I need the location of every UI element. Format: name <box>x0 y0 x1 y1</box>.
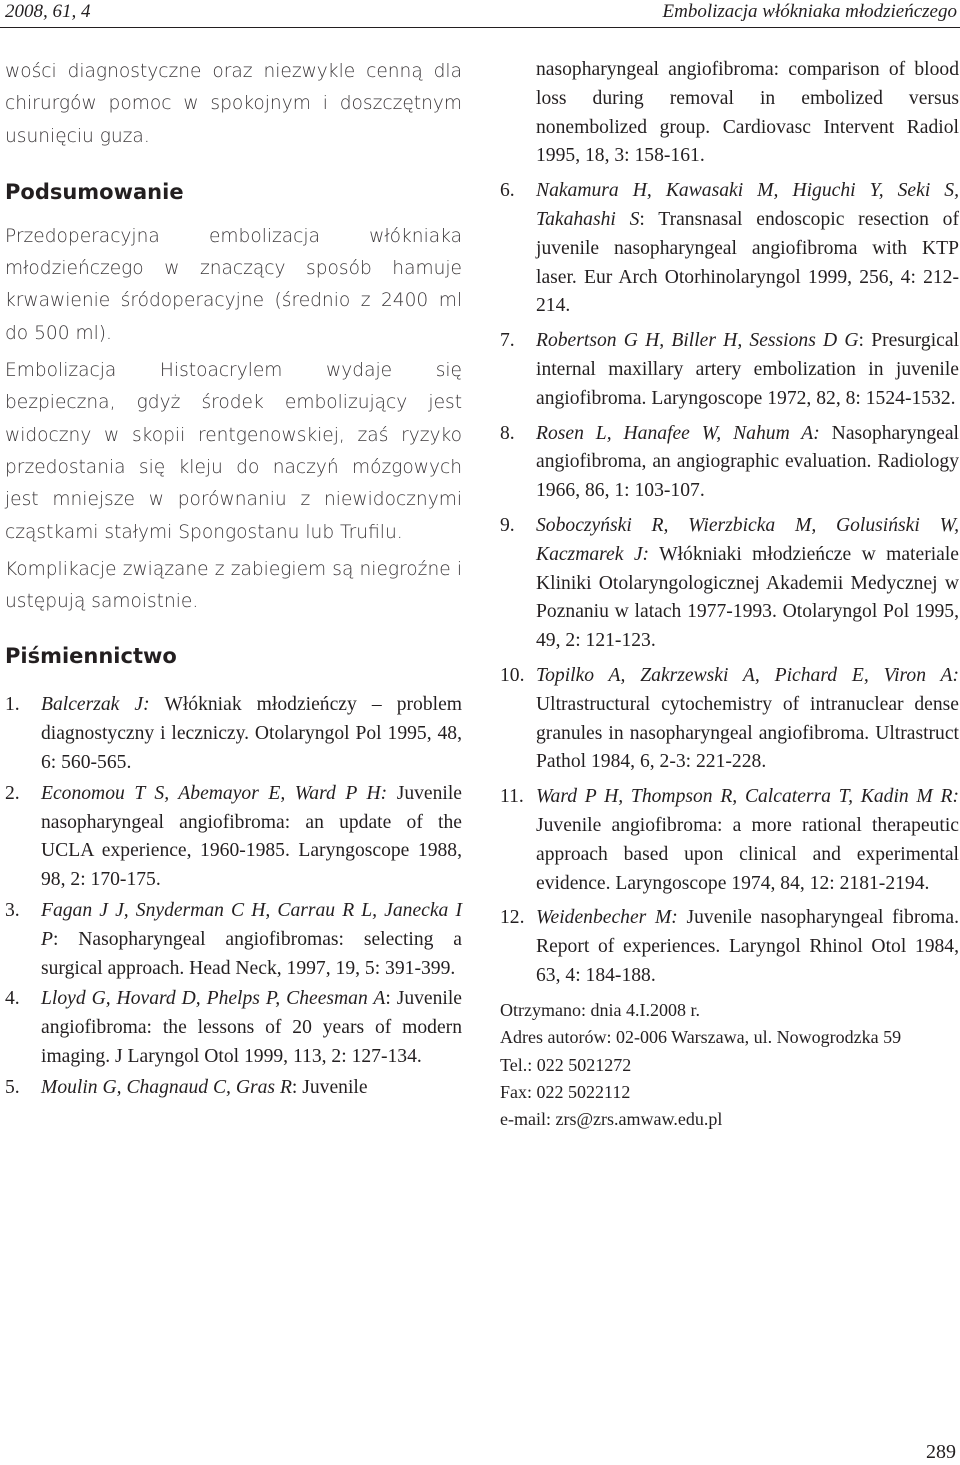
page-number: 289 <box>926 1441 956 1463</box>
intro-paragraph: wości diagnostyczne oraz niezwykle cenną dla chirurgów pomoc w spokojnym i doszczętnym usunięciu guza. <box>5 61 462 147</box>
reference-list-right <box>500 56 959 991</box>
article-short-title: Embolizacja włókniaka młodzieńczego <box>662 1 957 22</box>
references-heading: Piśmiennictwo <box>5 644 177 669</box>
reference-item: 11. Ward P H, Thompson R, Calcaterra T, Kadin M R: Juvenile angiofibroma: a more rational therapeutic approach based upon clinical and experimental evidence. Laryngoscope 1974, 84, 12: 2181-2194. <box>500 786 959 894</box>
reference-item: 10. Topilko A, Zakrzewski A, Pichard E, Viron A: Ultrastructural cytochemistry of intranuclear dense granules in nasopharyngeal angiofibroma. Ultrastruct Pathol 1984, 6, 2-3: 221-228. <box>500 664 959 773</box>
reference-item: 4. Lloyd G, Hovard D, Phelps P, Cheesman A: Juvenile angiofibroma: the lessons of 20 years of modern imaging. J Laryngol Otol 1999, 113, 2: 127-134. <box>5 988 462 1068</box>
summary-heading: Podsumowanie <box>5 179 184 204</box>
right-column <box>500 56 959 1134</box>
reference-item: 3. Fagan J J, Snyderman C H, Carrau R L, Janecka I P: Nasopharyngeal angiofibromas: selecting a surgical approach. Head Neck, 1997, 19, 5: 391-399. <box>5 900 462 979</box>
email-address: e-mail: zrs@zrs.amwaw.edu.pl <box>500 1109 723 1130</box>
authors-address: Adres autorów: 02-006 Warszawa, ul. Nowogrodzka 59 <box>500 1027 902 1048</box>
reference-item: 8. Rosen L, Hanafee W, Nahum A: Nasopharyngeal angiofibroma, an angiographic evaluation. Radiology 1966, 86, 1: 103-107. <box>500 422 959 502</box>
running-header <box>0 0 960 30</box>
reference-item: 2. Economou T S, Abemayor E, Ward P H: Juvenile nasopharyngeal angiofibroma: an update of the UCLA experience, 1960-1985. Laryngoscope 1988, 98, 2: 170-175. <box>5 782 462 891</box>
header-rule <box>0 27 960 28</box>
summary-paragraph-1: Przedoperacyjna embolizacja włókniaka młodzieńczego w znaczący sposób hamuje krwawienie śródoperacyjne (średnio z 2400 ml do 500 ml). <box>5 225 462 344</box>
phone-number: Tel.: 022 5021272 <box>500 1054 632 1075</box>
summary-paragraph-2: Embolizacja Histoacrylem wydaje się bezpieczna, gdyż środek embolizujący jest widoczny w skopii rentgenowskiej, zaś ryzyko przedostania się kleju do naczyń mózgowych jest mniejsze w porównaniu z niewidocznymi cząstkami stałymi Spongostanu lub Trufilu. <box>5 360 462 543</box>
intro-text <box>5 56 462 153</box>
reference-list-left <box>5 691 462 1102</box>
reference-item: 1. Balcerzak J: Włókniak młodzieńczy – problem diagnostyczny i leczniczy. Otolaryngol Pol 1995, 48, 6: 560-565. <box>5 694 463 774</box>
reference-item: 9. Soboczyński R, Wierzbicka M, Golusiński W, Kaczmarek J: Włókniaki młodzieńcze w materiale Kliniki Otolaryngologicznej Akademii Medycznej w Poznaniu w latach 1977-1993. Otolaryngol Pol 1995, 49, 2: 121-123. <box>500 514 960 652</box>
summary-text <box>5 221 462 619</box>
reference-item: 12. Weidenbecher M: Juvenile nasopharyngeal fibroma. Report of experiences. Laryngol Rhinol Otol 1984, 63, 4: 184-188. <box>500 907 960 986</box>
reference-item: 7. Robertson G H, Biller H, Sessions D G: Presurgical internal maxillary artery embolization in juvenile angiofibroma. Laryngoscope 1972, 82, 8: 1524-1532. <box>500 330 959 409</box>
summary-paragraph-3: Komplikacje związane z zabiegiem są niegroźne i ustępują samoistnie. <box>5 558 462 613</box>
left-column <box>5 56 462 1105</box>
fax-number: Fax: 022 5022112 <box>500 1081 631 1102</box>
reference-item-continued: nasopharyngeal angiofibroma: comparison of blood loss during removal in embolized versus nonembolized group. Cardiovasc Intervent Radiol 1995, 18, 3: 158-161. <box>536 59 959 167</box>
reference-item: 6. Nakamura H, Kawasaki M, Higuchi Y, Seki S, Takahashi S: Transnasal endoscopic resection of juvenile nasopharyngeal angiofibroma with KTP laser. Eur Arch Otorhinolaryngol 1999, 256, 4: 212-214. <box>500 180 959 317</box>
journal-issue: 2008, 61, 4 <box>5 1 91 22</box>
received-date: Otrzymano: dnia 4.I.2008 r. <box>500 999 700 1020</box>
correspondence-info <box>500 997 959 1134</box>
reference-item: 5. Moulin G, Chagnaud C, Gras R: Juvenile <box>5 1076 368 1098</box>
